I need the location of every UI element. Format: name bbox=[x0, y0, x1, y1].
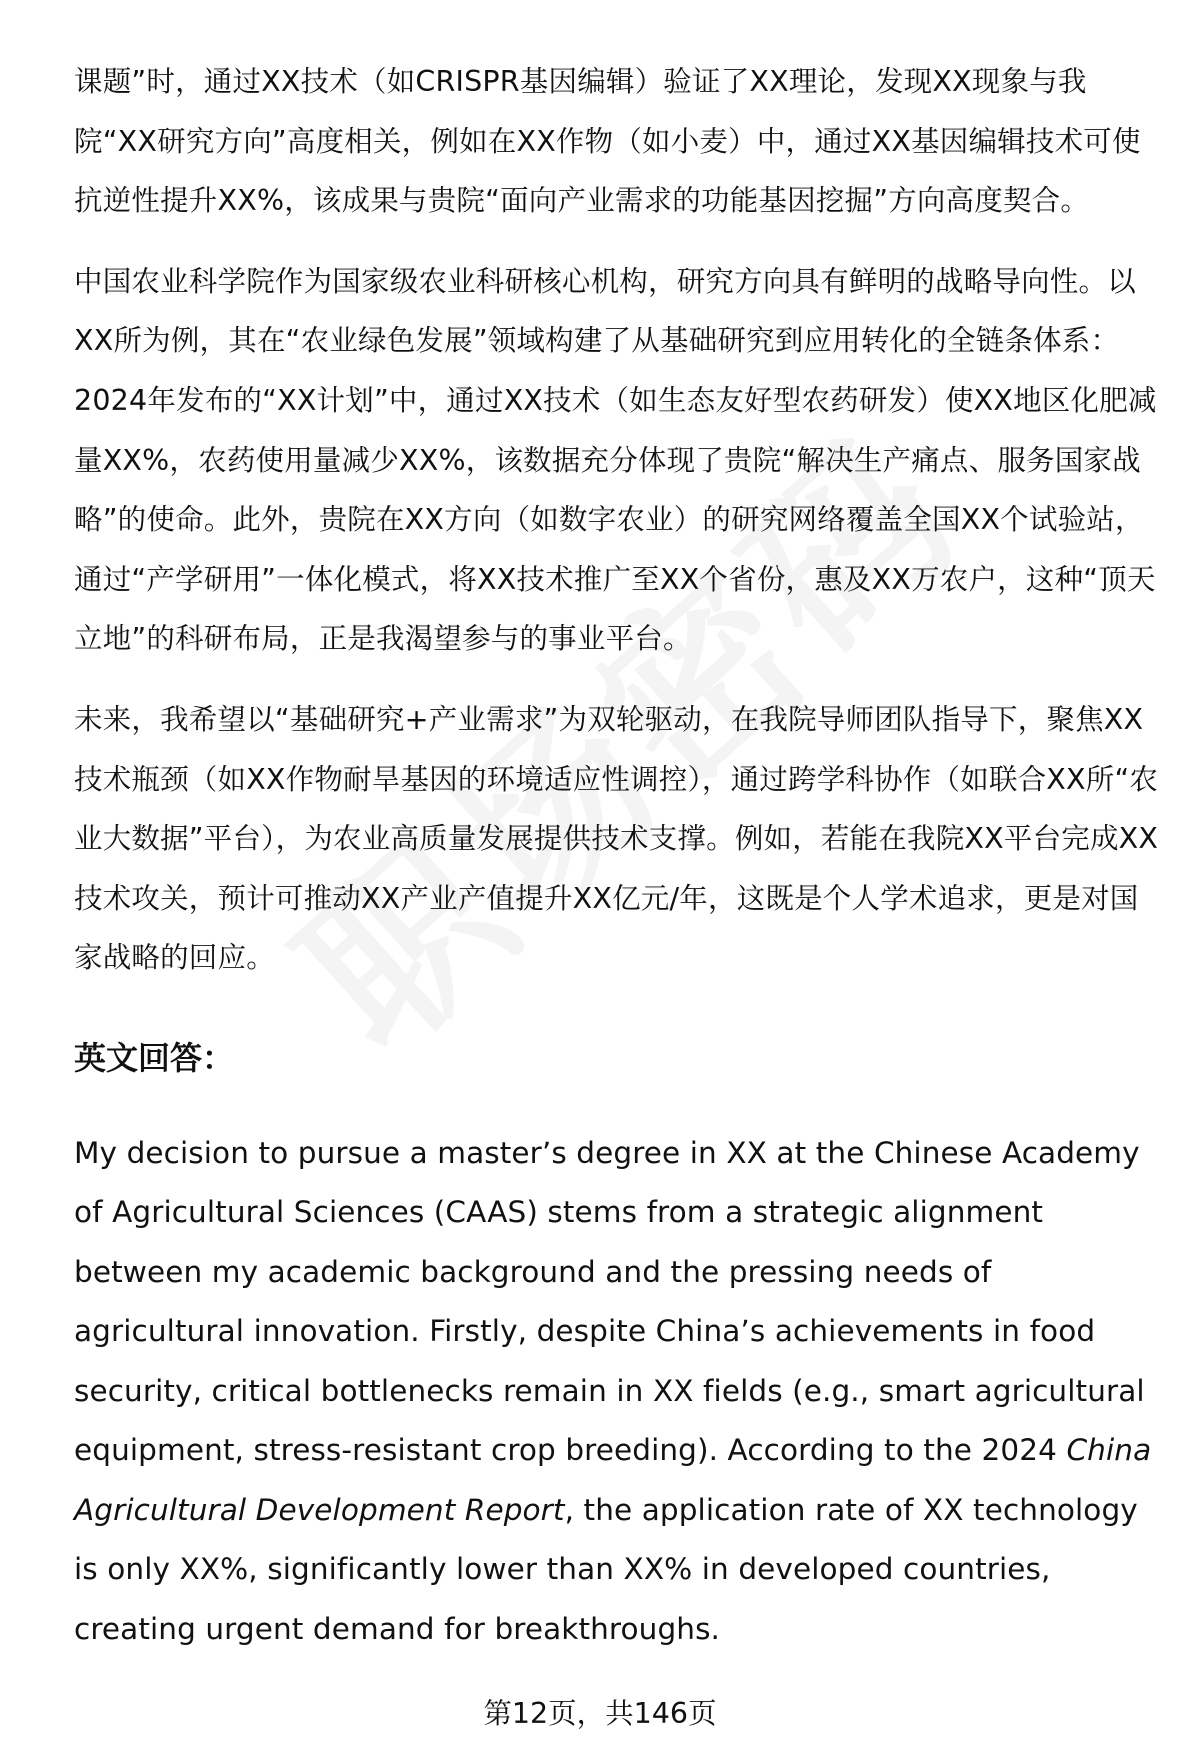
chinese-paragraph-1: 课题”时，通过XX技术（如CRISPR基因编辑）验证了XX理论，发现XX现象与我院“XX研究方向”高度相关，例如在XX作物（如小麦）中，通过XX基因编辑技术可使抗逆性提升XX%，该成果与贵院“面向产业需求的功能基因挖掘”方向高度契合。 bbox=[74, 65, 1141, 218]
report-title: China Agricultural Development Report bbox=[74, 1433, 1152, 1527]
english-text-part-1: My decision to pursue a master’s degree in XX at the Chinese Academy of Agricultural Sciences (CAAS) stems from a strategic alignment between my academic background and the pressing needs of agricultural innovation. Firstly, despite China’s achievements in food security, critical bottlenecks remain in XX fields (e.g., smart agricultural equipment, stress-resistant crop breeding). According to the 2024 bbox=[74, 1135, 1145, 1468]
english-text-part-2: , the application rate of XX technology is only XX%, significantly lower than XX% in developed countries, creating urgent demand for breakthroughs. bbox=[74, 1492, 1138, 1646]
english-answer-heading: 英文回答： bbox=[74, 1038, 235, 1077]
chinese-paragraph-2: 中国农业科学院作为国家级农业科研核心机构，研究方向具有鲜明的战略导向性。以XX所为例，其在“农业绿色发展”领域构建了从基础研究到应用转化的全链条体系：2024年发布的“XX计划”中，通过XX技术（如生态友好型农药研发）使XX地区化肥减量XX%，农药使用量减少XX%，该数据充分体现了贵院“解决生产痛点、服务国家战略”的使命。此外，贵院在XX方向（如数字农业）的研究网络覆盖全国XX个试验站，通过“产学研用”一体化模式，将XX技术推广至XX个省份，惠及XX万农户，这种“顶天立地”的科研布局，正是我渴望参与的事业平台。 bbox=[74, 264, 1157, 656]
chinese-paragraph-3: 未来，我希望以“基础研究+产业需求”为双轮驱动，在我院导师团队指导下，聚焦XX技术瓶颈（如XX作物耐旱基因的环境适应性调控），通过跨学科协作（如联合XX所“农业大数据”平台），为农业高质量发展提供技术支撑。例如，若能在我院XX平台完成XX技术攻关，预计可推动XX产业产值提升XX亿元/年，这既是个人学术追求，更是对国家战略的回应。 bbox=[74, 702, 1159, 975]
english-paragraph bbox=[74, 1124, 1160, 1660]
page-number-footer: 第12页，共146页 bbox=[483, 1697, 717, 1730]
document-body bbox=[74, 52, 1160, 1659]
